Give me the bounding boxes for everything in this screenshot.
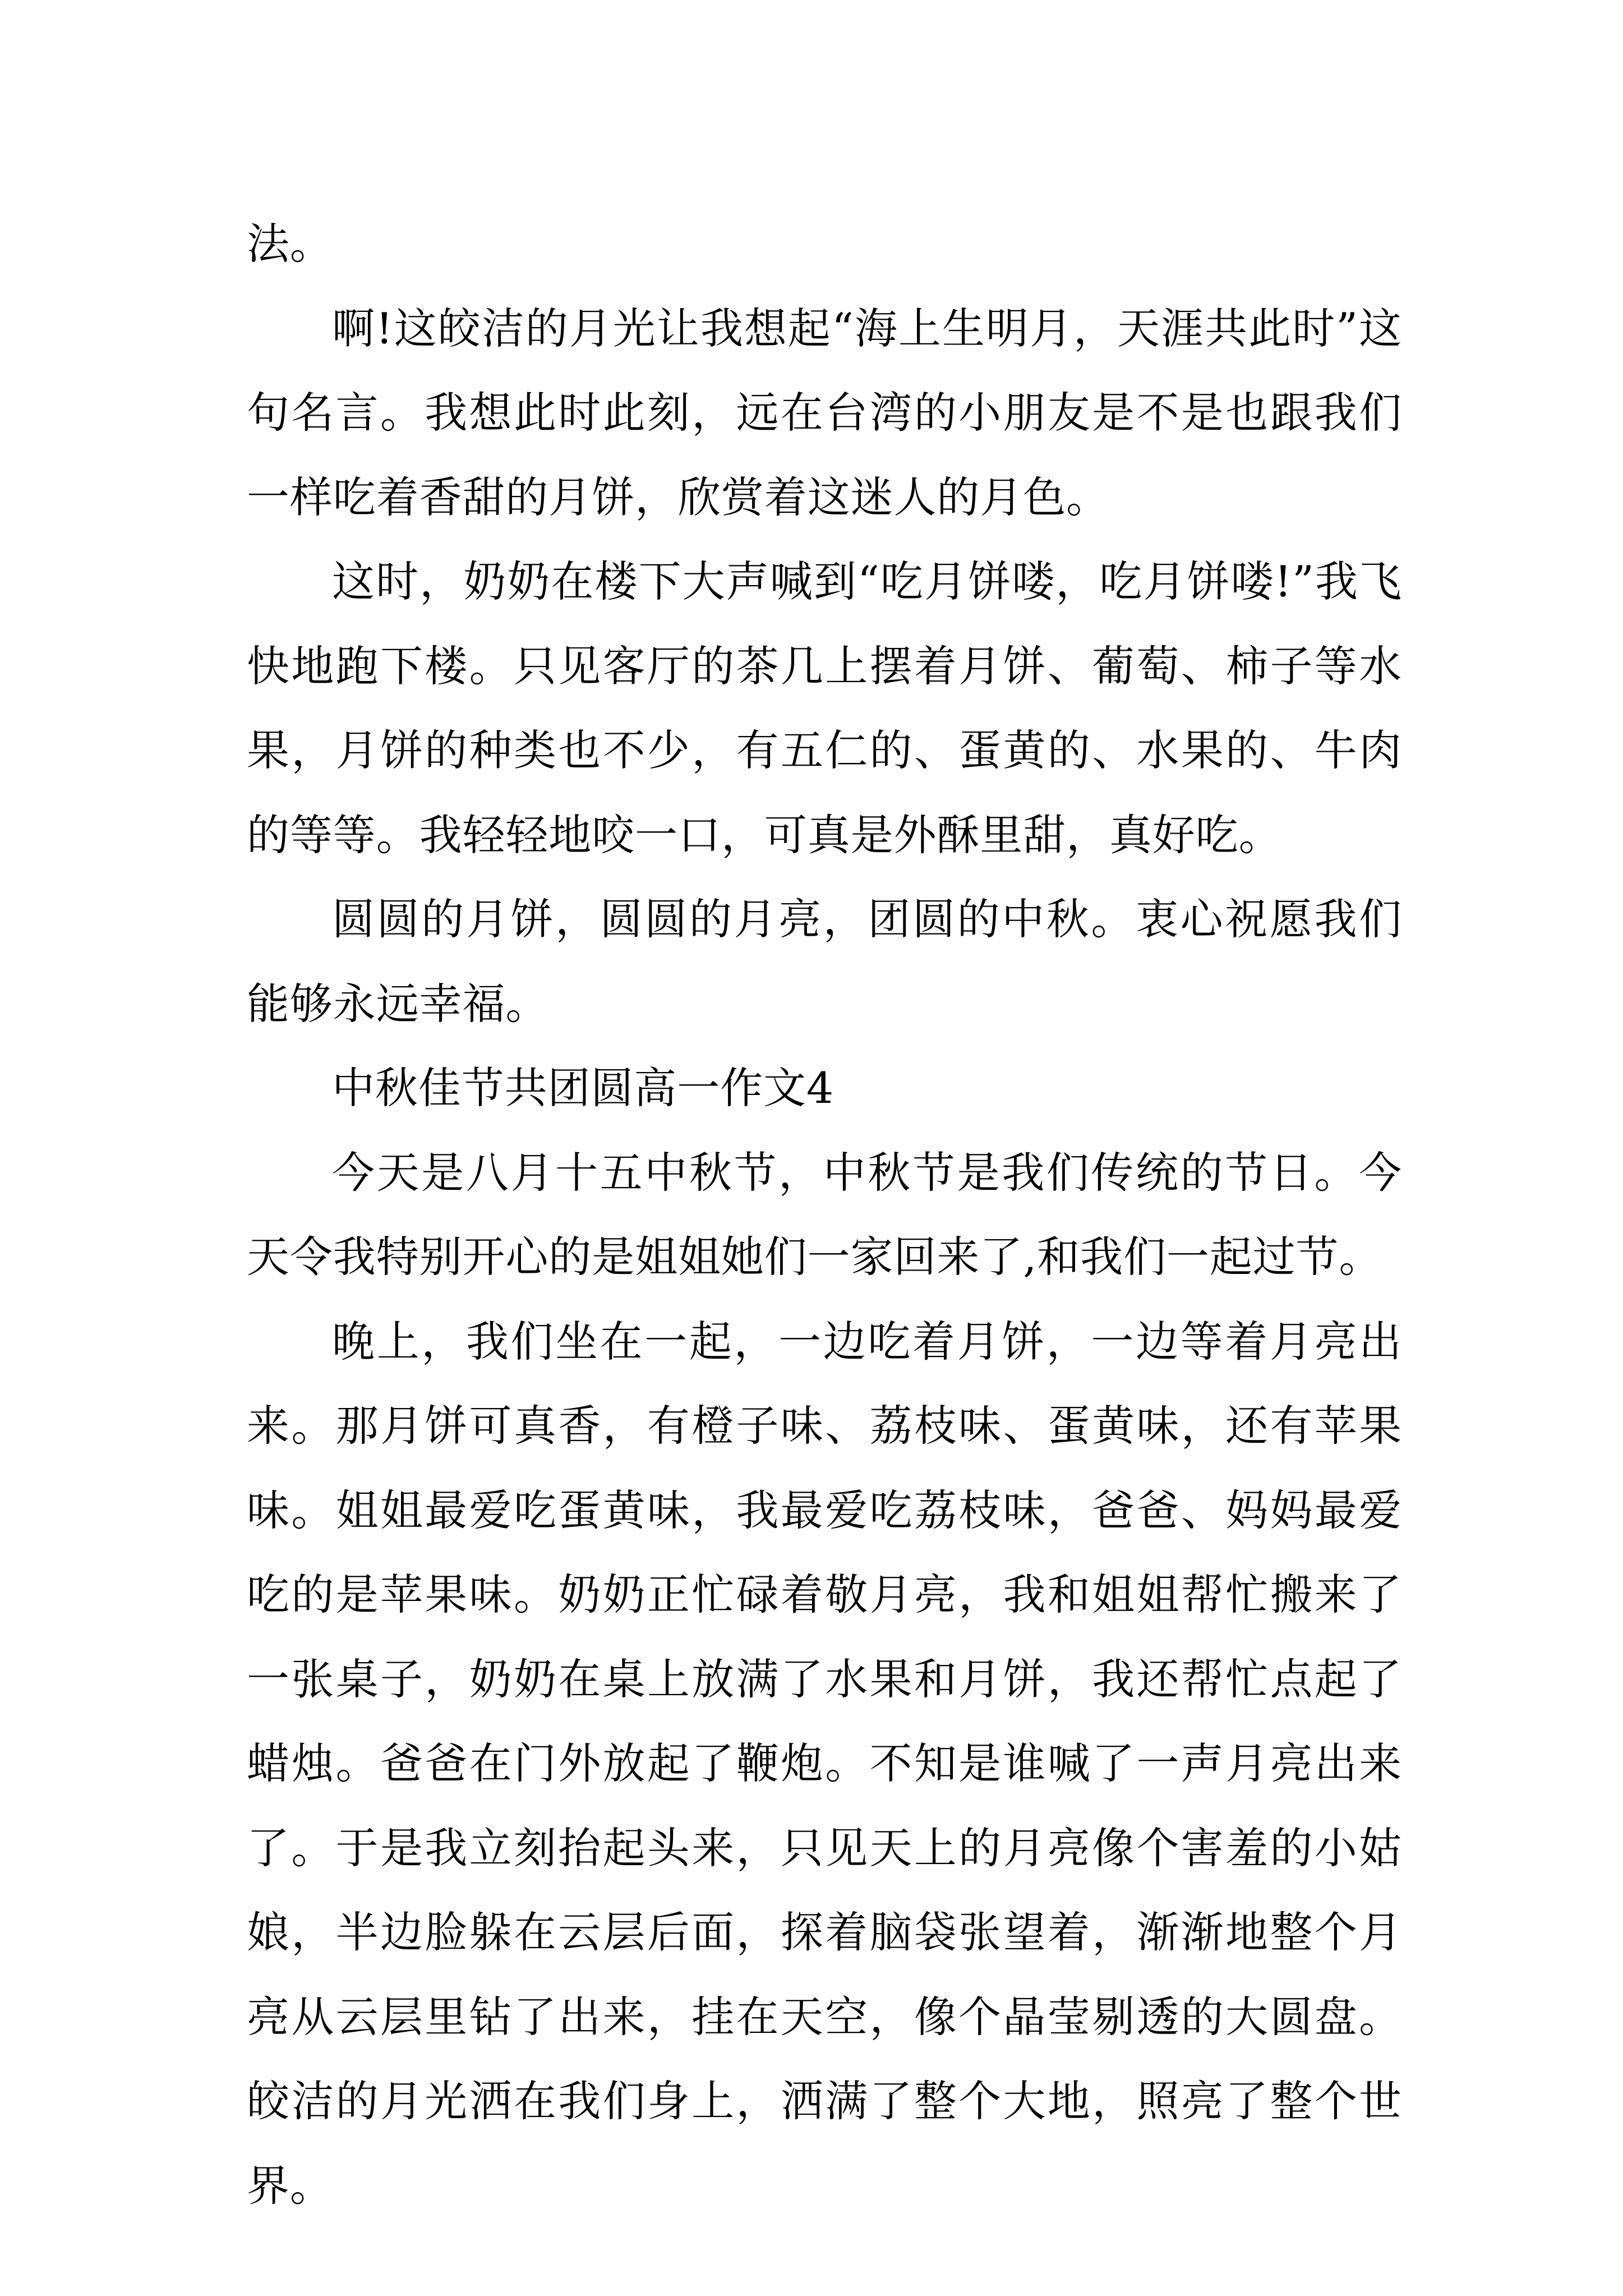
paragraph-continuation: 法。	[247, 219, 333, 269]
paragraph: 圆圆的月饼，圆圆的月亮，团圆的中秋。衷心祝愿我们能够永远幸福。	[247, 894, 1402, 1029]
paragraph: 晚上，我们坐在一起，一边吃着月饼，一边等着月亮出来。那月饼可真香，有橙子味、荔枝味、蛋黄味，还有苹果味。姐姐最爱吃蛋黄味，我最爱吃荔枝味，爸爸、妈妈最爱吃的是苹果味。奶奶正忙碌着敬月亮，我和姐姐帮忙搬来了一张桌子，奶奶在桌上放满了水果和月饼，我还帮忙点起了蜡烛。爸爸在门外放起了鞭炮。不知是谁喊了一声月亮出来了。于是我立刻抬起头来，只见天上的月亮像个害羞的小姑娘，半边脸躲在云层后面，探着脑袋张望着，渐渐地整个月亮从云层里钻了出来，挂在天空，像个晶莹剔透的大圆盘。皎洁的月光洒在我们身上，洒满了整个大地，照亮了整个世界。	[247, 1316, 1402, 2211]
paragraph: 今天是八月十五中秋节，中秋节是我们传统的节日。今天令我特别开心的是姐姐她们一家回来了,和我们一起过节。	[247, 1147, 1402, 1282]
paragraph: 啊!这皎洁的月光让我想起“海上生明月，天涯共此时”这句名言。我想此时此刻，远在台湾的小朋友是不是也跟我们一样吃着香甜的月饼，欣赏着这迷人的月色。	[247, 303, 1402, 522]
paragraph: 这时，奶奶在楼下大声喊到“吃月饼喽，吃月饼喽!”我飞快地跑下楼。只见客厅的茶几上摆着月饼、葡萄、柿子等水果，月饼的种类也不少，有五仁的、蛋黄的、水果的、牛肉的等等。我轻轻地咬一口，可真是外酥里甜，真好吃。	[247, 556, 1402, 860]
essay-title: 中秋佳节共团圆高一作文4	[332, 1063, 834, 1113]
document-body	[247, 202, 1402, 2228]
